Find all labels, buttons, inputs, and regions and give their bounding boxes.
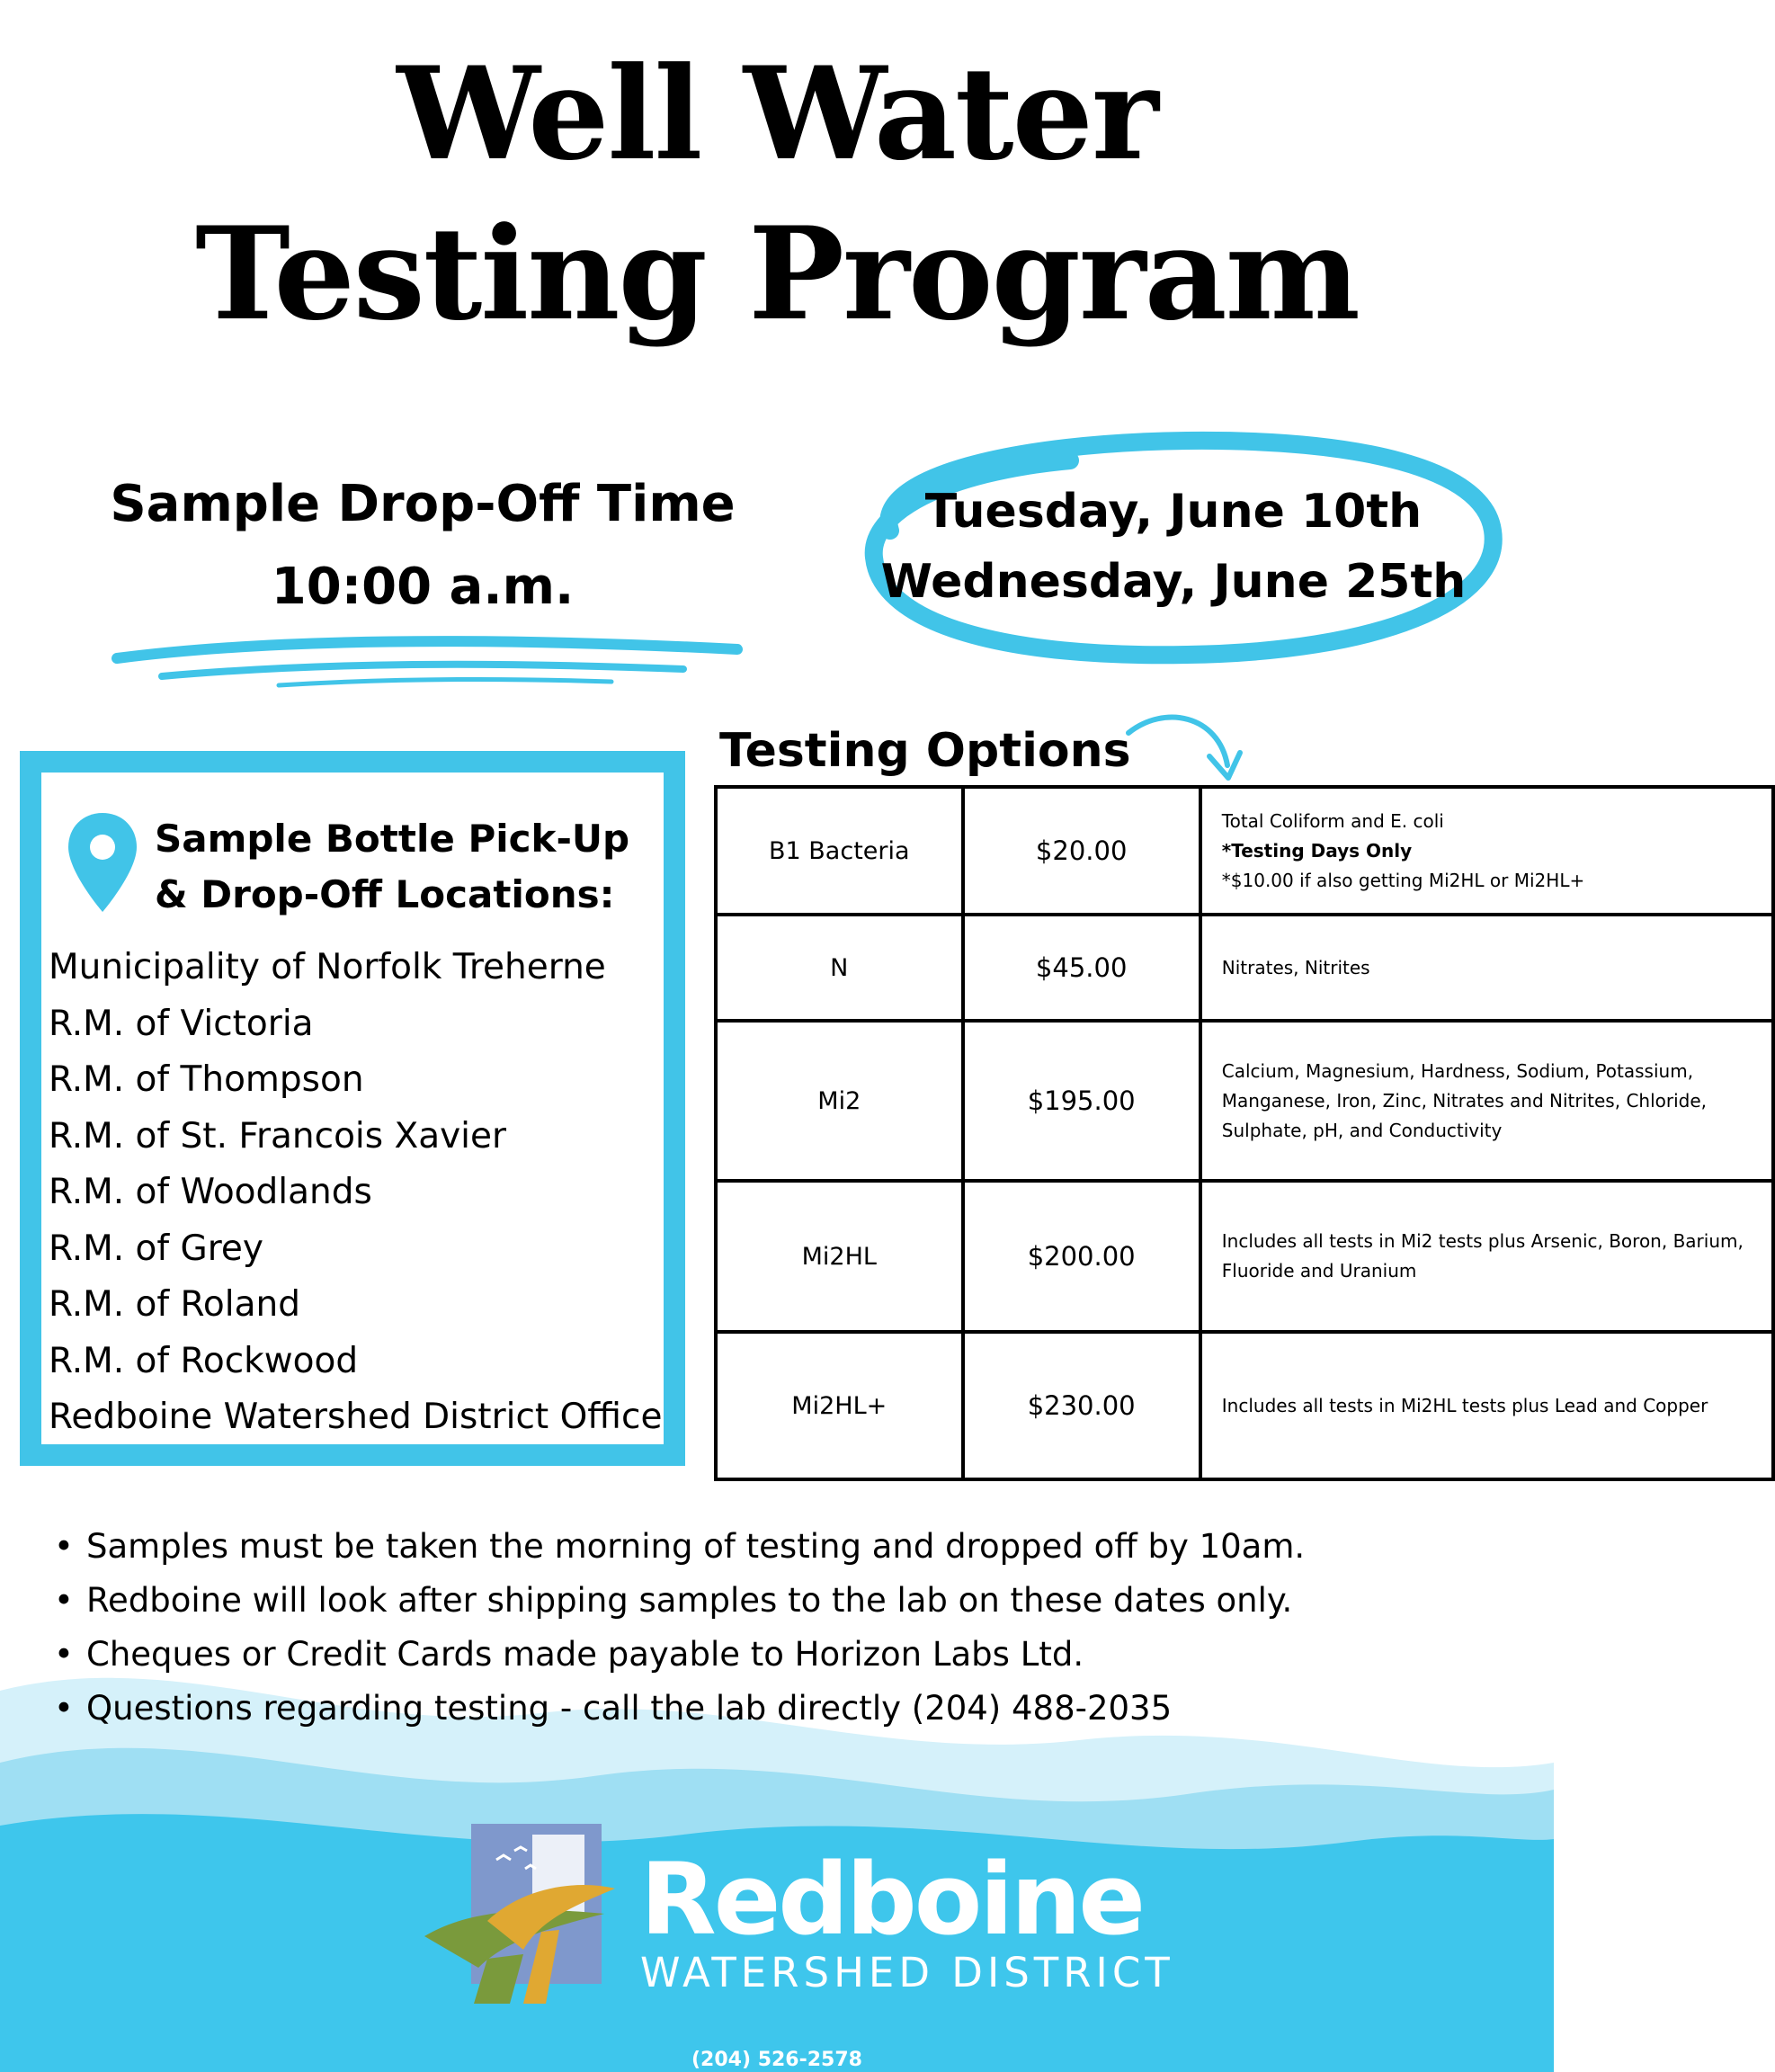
title-line-2: Testing Program — [195, 200, 1359, 349]
footer-phone: (204) 526-2578 — [691, 2049, 862, 2071]
test-description: Includes all tests in Mi2 tests plus Arsenic, Boron, Barium, Fluoride and Uranium — [1200, 1181, 1773, 1332]
table-row — [716, 1332, 1773, 1479]
test-name: N — [716, 915, 963, 1021]
test-note: *$10.00 if also getting Mi2HL or Mi2HL+ — [1221, 869, 1585, 891]
table-row — [716, 787, 1773, 915]
notes-list — [54, 1520, 1305, 1736]
note-item: • Cheques or Credit Cards made payable to Horizon Labs Ltd. — [54, 1628, 1305, 1682]
test-description-text: Total Coliform and E. coli — [1221, 809, 1444, 832]
dropoff-time — [54, 463, 791, 629]
test-price: $45.00 — [963, 915, 1200, 1021]
location-item: Redboine Watershed District Office — [49, 1397, 663, 1437]
testing-options-title: Testing Options — [719, 724, 1131, 778]
curved-arrow-icon — [1119, 706, 1245, 796]
test-description: Includes all tests in Mi2HL tests plus Lead and Copper — [1200, 1332, 1773, 1479]
location-item: R.M. of Woodlands — [49, 1172, 372, 1212]
page-title — [0, 34, 1554, 354]
test-description: Nitrates, Nitrites — [1200, 915, 1773, 1021]
test-name: Mi2 — [716, 1021, 963, 1181]
table-row — [716, 1181, 1773, 1332]
table-row — [716, 915, 1773, 1021]
location-item: R.M. of Grey — [49, 1228, 264, 1269]
test-price: $200.00 — [963, 1181, 1200, 1332]
location-item: R.M. of St. Francois Xavier — [49, 1115, 507, 1157]
testing-options-table — [714, 785, 1775, 1481]
location-item: Municipality of Norfolk Treherne — [49, 947, 606, 987]
note-item: • Redboine will look after shipping samples to the lab on these dates only. — [54, 1574, 1305, 1628]
test-description: Calcium, Magnesium, Hardness, Sodium, Potassium, Manganese, Iron, Zinc, Nitrates and Nitrites, Chloride, Sulphate, pH, and Conductivity — [1200, 1021, 1773, 1181]
redboine-logo-icon — [424, 1824, 618, 2004]
locations-list — [49, 940, 662, 1446]
test-price: $20.00 — [963, 787, 1200, 915]
test-description — [1200, 787, 1773, 915]
test-name: Mi2HL — [716, 1181, 963, 1332]
brand-subtitle: WATERSHED DISTRICT — [640, 1949, 1174, 1996]
note-item: • Samples must be taken the morning of testing and dropped off by 10am. — [54, 1520, 1305, 1574]
test-price: $195.00 — [963, 1021, 1200, 1181]
location-item: R.M. of Victoria — [49, 1003, 314, 1044]
test-name: Mi2HL+ — [716, 1332, 963, 1479]
testing-dates — [841, 477, 1506, 617]
date-2: Wednesday, June 25th — [880, 555, 1467, 609]
brand-name: Redboine — [640, 1842, 1143, 1957]
date-1: Tuesday, June 10th — [924, 485, 1423, 539]
location-item: R.M. of Thompson — [49, 1059, 364, 1100]
location-pin-icon — [65, 809, 140, 917]
locations-heading — [155, 811, 629, 923]
brush-underline — [108, 630, 755, 692]
test-price: $230.00 — [963, 1332, 1200, 1479]
locations-heading-line-2: & Drop-Off Locations: — [155, 872, 615, 916]
locations-heading-line-1: Sample Bottle Pick-Up — [155, 817, 630, 861]
dropoff-label: Sample Drop-Off Time — [110, 475, 736, 533]
note-item: • Questions regarding testing - call the lab directly (204) 488-2035 — [54, 1682, 1305, 1736]
test-name: B1 Bacteria — [716, 787, 963, 915]
test-note-bold: *Testing Days Only — [1221, 839, 1413, 862]
title-line-1: Well Water — [397, 40, 1157, 189]
location-item: R.M. of Rockwood — [49, 1340, 359, 1381]
table-row — [716, 1021, 1773, 1181]
location-item: R.M. of Roland — [49, 1284, 300, 1325]
dropoff-time-value: 10:00 a.m. — [271, 558, 575, 616]
